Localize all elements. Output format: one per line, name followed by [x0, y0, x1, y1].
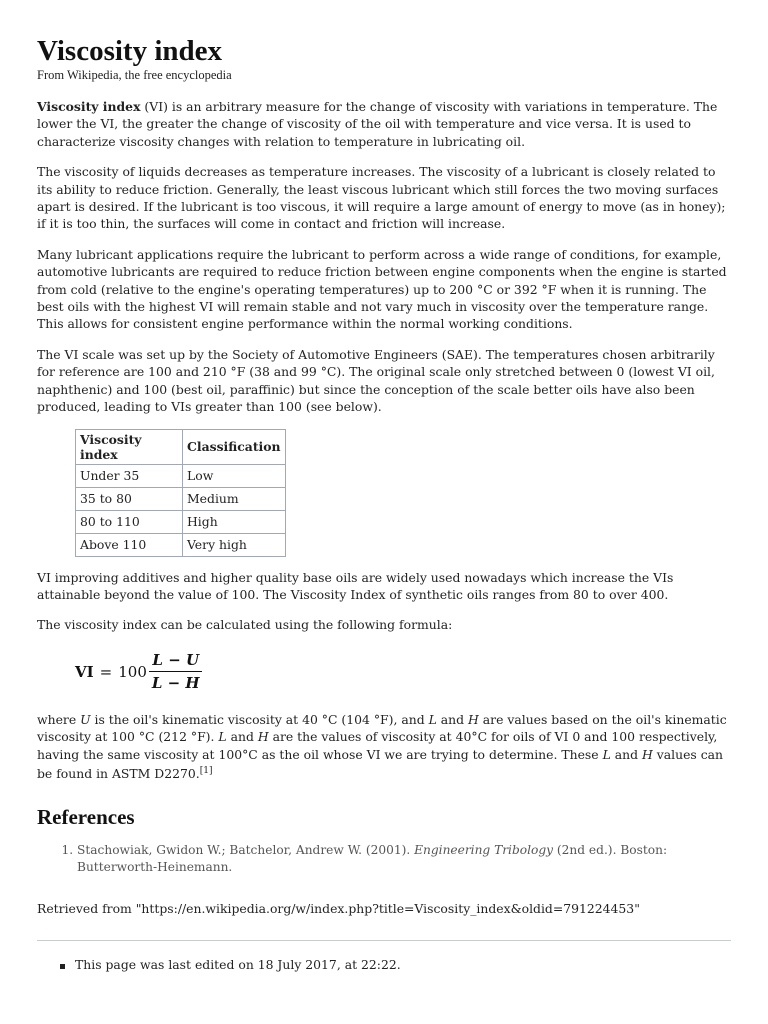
table-cell: High	[183, 510, 286, 533]
table-header-classification: Classification	[183, 429, 286, 464]
vi-formula	[75, 647, 731, 697]
paragraph-vi-scale: The VI scale was set up by the Society of Automotive Engineers (SAE). The temperatures chosen arbitrarily for reference are 100 and 210 °F (38 and 99 °C). The original scale only stretched between 0 (lowest VI oil, naphthenic) and 100 (best oil, paraffinic) but since the conception of the scale better oils have also been produced, leading to VIs greater than 100 (see below).	[37, 346, 715, 415]
site-tagline: From Wikipedia, the free encyclopedia	[37, 68, 232, 82]
table-cell: Medium	[183, 487, 286, 510]
page-title: Viscosity index	[37, 35, 223, 67]
table-row	[76, 533, 286, 556]
formula-lhs: VI	[75, 662, 94, 681]
formula-equals: =	[99, 662, 113, 681]
paragraph-lubricant-applications: Many lubricant applications require the lubricant to perform across a wide range of conditions, for example, automotive lubricants are required to reduce friction between engine components when the engine is started from cold (relative to the engine's operating temperatures) up to 200 °C or 392 °F when it is running. The best oils with the highest VI will remain stable and not vary much in viscosity over the temperature range. This allows for consistent engine performance within the normal working conditions.	[37, 246, 727, 332]
citation-link[interactable]: [1]	[199, 765, 213, 776]
formula-coefficient: 100	[118, 662, 147, 681]
retrieved-from-link[interactable]: Retrieved from "https://en.wikipedia.org/w/index.php?title=Viscosity_index&oldid=791224453"	[37, 901, 640, 917]
last-edited-text: This page was last edited on 18 July 2017, at 22:22.	[75, 957, 731, 972]
table-header-viscosity-index: Viscosity index	[76, 429, 183, 464]
article-body	[37, 98, 731, 972]
formula-numerator: L − U	[149, 651, 202, 672]
table-row	[76, 510, 286, 533]
classification-table	[75, 429, 286, 557]
reference-title: Engineering Tribology	[414, 843, 554, 858]
table-header-row	[76, 429, 286, 464]
footer-divider	[37, 940, 731, 941]
table-cell: Under 35	[76, 464, 183, 487]
intro-term: Viscosity index	[37, 99, 141, 114]
table-row	[76, 487, 286, 510]
formula-fraction	[149, 651, 203, 692]
table-cell: 80 to 110	[76, 510, 183, 533]
table-cell: Low	[183, 464, 286, 487]
formula-denominator: L − H	[151, 674, 200, 693]
footer-info	[37, 957, 731, 972]
paragraph-variables: where U is the oil's kinematic viscosity at 40 °C (104 °F), and L and H are values based on the oil's kinematic viscosity at 100 °C (212 °F). L and H are the values of viscosity at 40°C for oils of VI 0 and 100 respectively, having the same viscosity at 100°C as the oil whose VI we are trying to determine. These L and H values can be found in ASTM D2270.[1]	[37, 711, 727, 782]
references-heading: References	[37, 805, 135, 830]
table-cell: Very high	[183, 533, 286, 556]
table-row	[76, 464, 286, 487]
references-list	[37, 842, 731, 876]
paragraph-viscosity-liquids: The viscosity of liquids decreases as temperature increases. The viscosity of a lubricant is closely related to its ability to reduce friction. Generally, the least viscous lubricant which still forces the two moving surfaces apart is desired. If the lubricant is too viscous, it will require a large amount of energy to move (as in honey); if it is too thin, the surfaces will come in contact and friction will increase.	[37, 164, 726, 232]
paragraph-formula-intro: The viscosity index can be calculated using the following formula:	[37, 617, 453, 633]
intro-paragraph: Viscosity index (VI) is an arbitrary measure for the change of viscosity with variations in temperature. The lower the VI, the greater the change of viscosity of the oil with temperature and vice versa. It is used to characterize viscosity changes with relation to temperature in lubricating oil.	[37, 99, 718, 149]
paragraph-vi-additives: VI improving additives and higher quality base oils are widely used nowadays which increase the VIs attainable beyond the value of 100. The Viscosity Index of synthetic oils ranges from 80 to over 400.	[37, 569, 674, 602]
reference-item: 1. Stachowiak, Gwidon W.; Batchelor, Andrew W. (2001). Engineering Tribology (2nd ed.). Boston: Butterworth-Heinemann.	[77, 842, 731, 876]
table-cell: Above 110	[76, 533, 183, 556]
table-cell: 35 to 80	[76, 487, 183, 510]
